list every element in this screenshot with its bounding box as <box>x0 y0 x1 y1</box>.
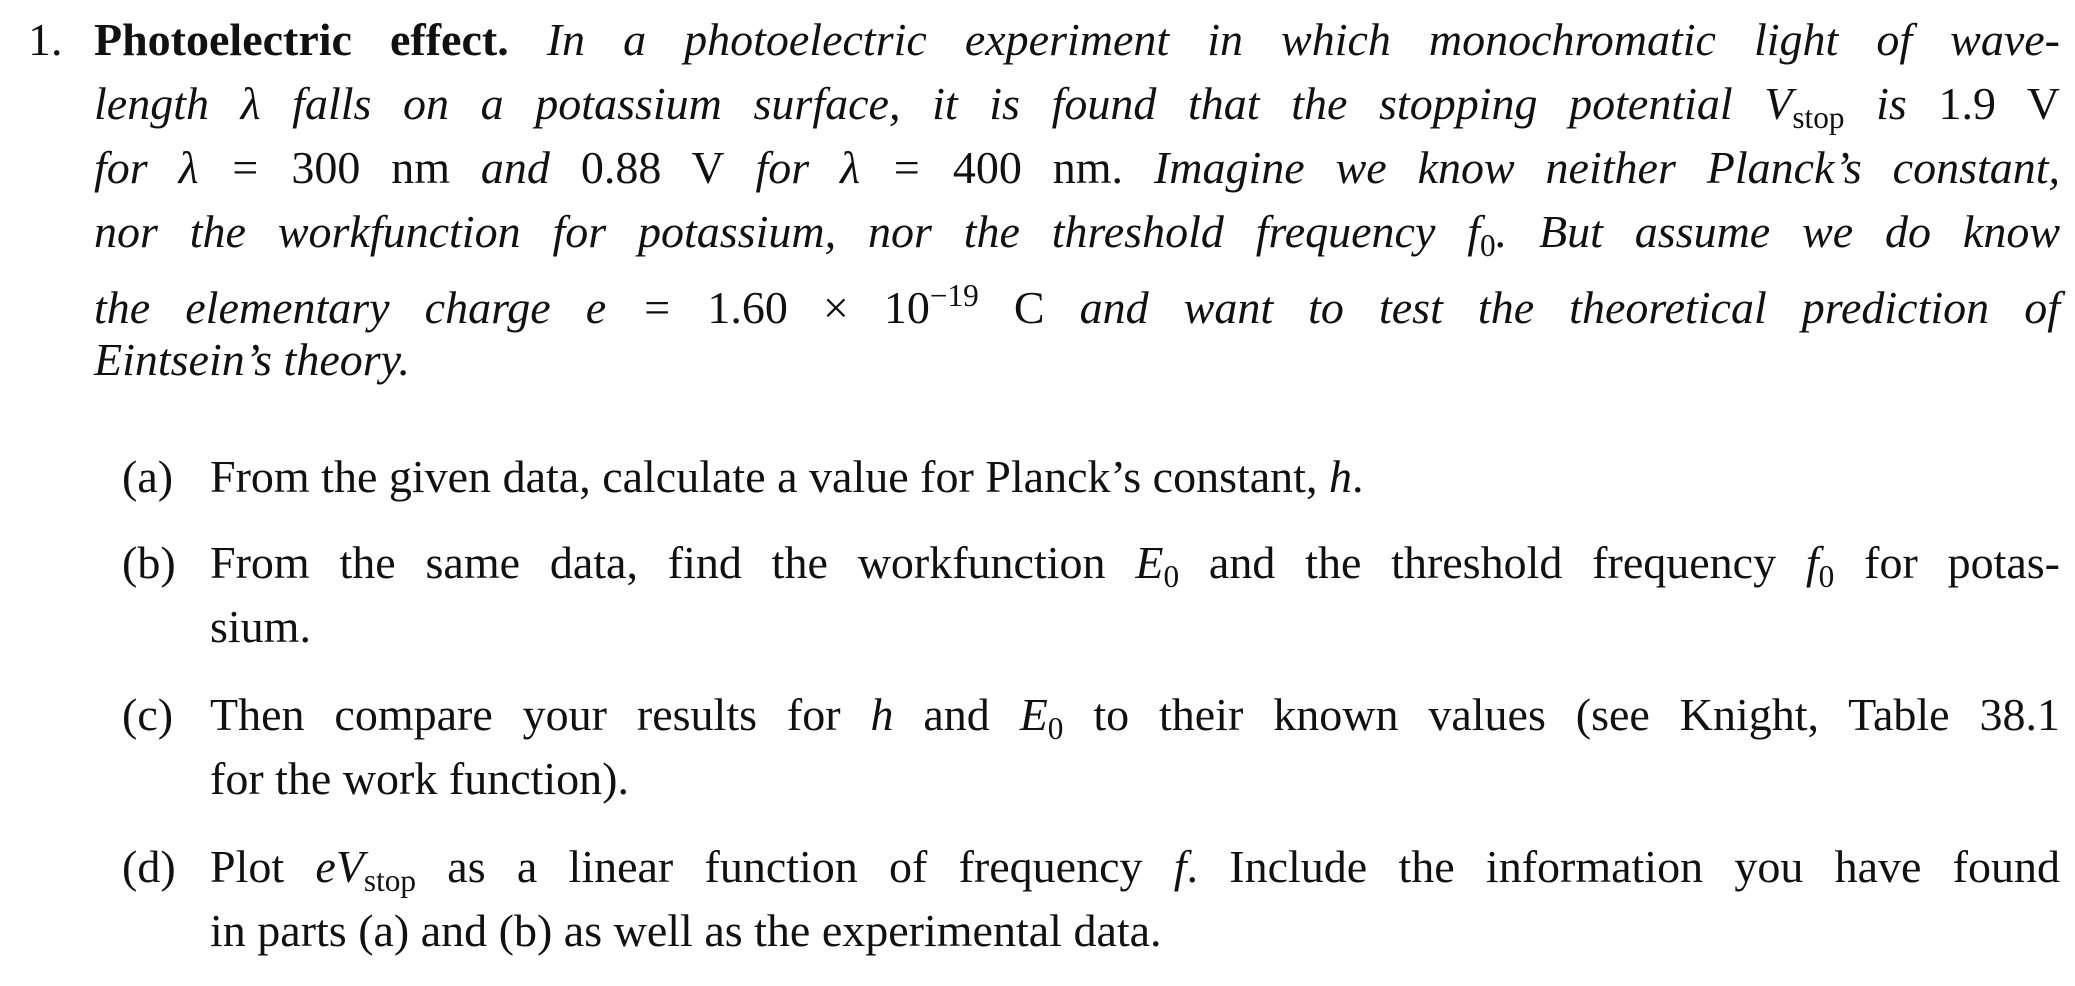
problem-line-3 <box>94 136 2060 200</box>
problem-line-text: and <box>450 142 581 193</box>
part-line-text: to their known values (see Knight, Table 38.1 <box>1063 689 2060 740</box>
energy-symbol: eV <box>315 841 364 892</box>
workfunction-symbol: E <box>1135 537 1164 588</box>
charge-exponent: −19 <box>929 278 979 313</box>
planck-symbol: h <box>1328 451 1352 502</box>
problem-title: Photoelectric effect. <box>94 14 509 65</box>
part-line-text: . <box>1351 451 1364 502</box>
problem-line-text: for λ = <box>724 142 953 193</box>
problem-line-text: In a photoelectric experiment in which monochromatic light of wave- <box>546 14 2060 65</box>
part-label: (a) <box>122 451 174 502</box>
frequency-symbol: f <box>1805 537 1819 588</box>
subscript: 0 <box>1163 558 1180 594</box>
problem-line-6 <box>94 328 2060 392</box>
part-line <box>210 683 2060 747</box>
problem-line-text: for λ = <box>94 142 292 193</box>
problem-line-text: is <box>1844 78 1939 129</box>
part-line-text: for the work function). <box>210 753 629 804</box>
part-line <box>210 531 2060 595</box>
part-line-text: sium. <box>210 601 311 652</box>
problem-line-2 <box>94 72 2060 136</box>
part-line <box>210 835 2060 899</box>
stopping-subscript: stop <box>1792 99 1845 135</box>
part-line <box>210 595 2060 659</box>
part-line-text: Plot <box>210 841 316 892</box>
problem-statement <box>94 8 2060 392</box>
voltage-value: 0.88 V <box>580 142 725 193</box>
charge-unit: C <box>978 282 1045 334</box>
subscript: 0 <box>1047 710 1064 746</box>
charge-value: 1.60 × 10 <box>707 282 930 334</box>
part-line-text: and <box>893 689 1020 740</box>
planck-symbol: h <box>870 689 894 740</box>
wavelength-value: 400 nm. <box>952 142 1124 193</box>
part-line-text: and the threshold frequency <box>1179 537 1806 588</box>
problem-line-1 <box>94 8 2060 72</box>
part-line-text: as a linear function of frequency <box>416 841 1174 892</box>
subscript: 0 <box>1818 558 1835 594</box>
part-line-text: From the given data, calculate a value for Planck’s constant, <box>210 451 1329 502</box>
part-label: (d) <box>122 841 176 892</box>
part-line <box>210 445 2060 509</box>
problem-line-5 <box>94 264 2060 334</box>
problem-line-text: the elementary charge e = <box>94 282 708 334</box>
threshold-subscript: 0 <box>1480 227 1496 263</box>
part-line <box>210 899 2060 963</box>
part-label: (b) <box>122 537 176 588</box>
wavelength-value: 300 nm <box>291 142 451 193</box>
part-line-text: for potas- <box>1834 537 2060 588</box>
part-label: (c) <box>122 689 174 740</box>
problem-line-text: nor the workfunction for potassium, nor the threshold frequency f <box>94 206 1481 257</box>
part-text <box>210 835 2060 963</box>
problem-line-text: and want to test the theoretical prediction of <box>1044 282 2060 334</box>
part-text <box>210 445 2060 509</box>
problem-line-text: . But assume we do know <box>1495 206 2061 257</box>
problem-number: 1. <box>28 14 63 65</box>
problem-line-text: Eintsein’s theory. <box>94 334 411 385</box>
part-line-text: From the same data, find the workfunction <box>210 537 1136 588</box>
problem-line-text: length λ falls on a potassium surface, it is found that the stopping potential V <box>94 78 1793 129</box>
frequency-symbol: f <box>1173 841 1187 892</box>
part-text <box>210 683 2060 811</box>
voltage-value: 1.9 V <box>1938 78 2060 129</box>
problem-line-4 <box>94 200 2060 264</box>
part-line-text: in parts (a) and (b) as well as the experimental data. <box>210 905 1162 956</box>
problem-line-text: Imagine we know neither Planck’s constant, <box>1123 142 2061 193</box>
part-text <box>210 531 2060 659</box>
part-line <box>210 747 2060 811</box>
part-line-text: Then compare your results for <box>210 689 871 740</box>
part-line-text: . Include the information you have found <box>1186 841 2060 892</box>
subscript: stop <box>363 862 417 898</box>
workfunction-symbol: E <box>1019 689 1048 740</box>
